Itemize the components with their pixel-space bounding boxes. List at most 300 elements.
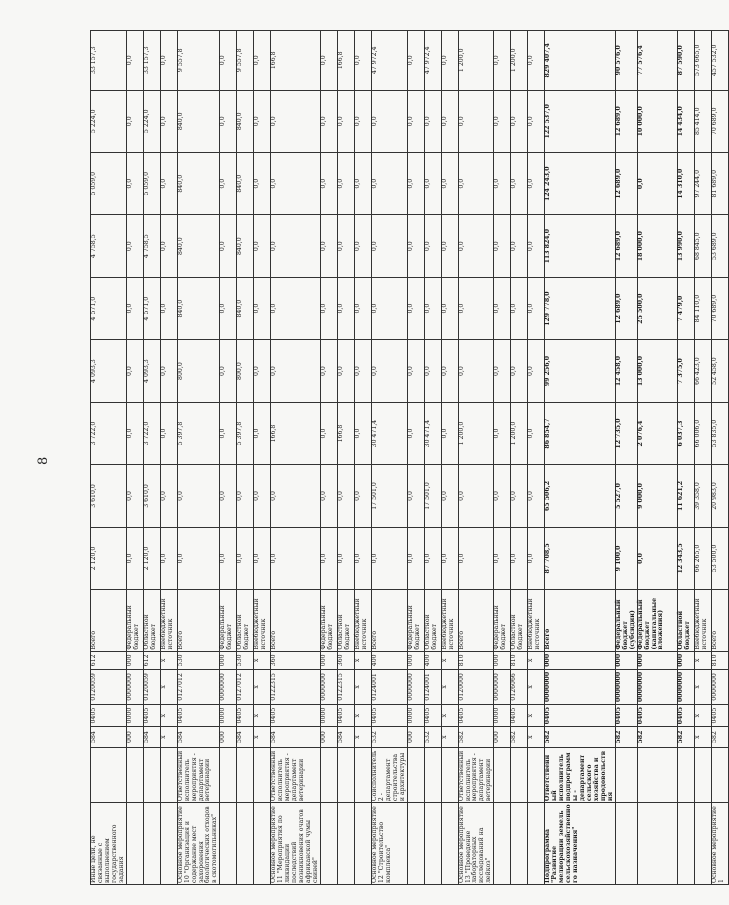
year-value-cell: 0,0 [254,340,271,402]
year-value-cell: 0,0 [407,90,424,152]
year-value-cell: 0,0 [458,152,494,214]
activity-name-cell [220,803,237,885]
funding-source-cell: Внебюджетный источник [160,590,177,651]
year-value-cell: 0,0 [177,527,220,589]
vr-code-cell: 400 [424,651,441,669]
vr-code-cell: 360 [271,651,321,669]
grbs-code-cell: 584 [177,727,220,747]
executor-cell [237,747,254,802]
year-value-cell: 1 200,0 [511,402,528,464]
activity-name-cell: Основное мероприятие 11 "Мероприятия по ликвидации последствий возникновения очагов африканской чумы свиней" [271,803,321,885]
year-value-cell: 4 758,5 [91,215,127,277]
year-value-cell: 0,0 [354,90,371,152]
funding-source-cell: Внебюджетный источник [441,590,458,651]
grbs-code-cell: 532 [371,727,407,747]
year-value-cell: 166,8 [337,402,354,464]
year-value-cell: 4 093,3 [143,340,160,402]
activity-name-cell [160,803,177,885]
year-value-cell: 4 571,0 [143,277,160,339]
table-row [528,31,545,885]
year-value-cell: 14 310,0 [677,152,694,214]
csr-code-cell: х [160,670,177,705]
year-value-cell: 0,0 [424,152,441,214]
year-value-cell: 70 689,0 [711,277,728,339]
year-value-cell: 0,0 [160,340,177,402]
funding-source-cell: Всего [91,590,127,651]
total-value-cell: 0,0 [160,31,177,91]
year-value-cell: 124 243,0 [545,152,615,214]
year-value-cell: 0,0 [407,340,424,402]
funding-source-cell: Всего [371,590,407,651]
year-value-cell: 0,0 [126,465,143,527]
year-value-cell: 0,0 [320,340,337,402]
year-value-cell: 2 120,0 [91,527,127,589]
year-value-cell: 0,0 [441,527,458,589]
csr-code-cell: 0124001 [371,670,407,705]
csr-code-cell: х [354,670,371,705]
year-value-cell: 0,0 [458,465,494,527]
year-value-cell: 0,0 [220,277,237,339]
rzpr-code-cell: 0000 [320,704,337,727]
csr-code-cell: 0000000 [677,670,694,705]
year-value-cell: 68 845,0 [694,215,711,277]
rzpr-code-cell: 0000 [407,704,424,727]
year-value-cell: 0,0 [237,527,254,589]
year-value-cell: 0,0 [407,527,424,589]
year-value-cell: 86 854,7 [545,402,615,464]
year-value-cell: 81 689,0 [711,152,728,214]
executor-cell [254,747,271,802]
table-row [354,31,371,885]
year-value-cell: 10 000,0 [637,90,677,152]
vr-code-cell: х [354,651,371,669]
activity-name-cell: Иные цели, не связанные с выполнением государственного задания [91,803,127,885]
year-value-cell: 0,0 [458,527,494,589]
funding-source-cell: Федеральный бюджет [407,590,424,651]
activity-name-cell [354,803,371,885]
table-row [615,31,637,885]
year-value-cell: 0,0 [220,402,237,464]
funding-source-cell: Всего [458,590,494,651]
year-value-cell: 0,0 [494,152,511,214]
year-value-cell: 0,0 [637,152,677,214]
year-value-cell: 0,0 [511,465,528,527]
year-value-cell: 84 110,0 [694,277,711,339]
table-row [424,31,441,885]
executor-cell [711,747,728,802]
table-row [511,31,528,885]
year-value-cell: 0,0 [441,465,458,527]
vr-code-cell: 000 [126,651,143,669]
table-row [254,31,271,885]
year-value-cell: 0,0 [254,277,271,339]
year-value-cell: 840,0 [177,90,220,152]
year-value-cell: 0,0 [160,152,177,214]
year-value-cell: 0,0 [424,340,441,402]
year-value-cell: 0,0 [160,527,177,589]
table-row [494,31,511,885]
vr-code-cell: 000 [220,651,237,669]
total-value-cell: 87 590,0 [677,31,694,91]
executor-cell: Соисполнитель 2 - департамент строительства и архитектуры [371,747,407,802]
grbs-code-cell: 582 [458,727,494,747]
year-value-cell: 0,0 [407,215,424,277]
grbs-code-cell: 000 [320,727,337,747]
funding-source-cell: Областной бюджет [424,590,441,651]
year-value-cell: 53 835,0 [711,402,728,464]
activity-name-cell: Основное мероприятие 13 "Проведение лабораторных исследований на лейкоз" [458,803,494,885]
grbs-code-cell: х [441,727,458,747]
funding-source-cell: Федеральный бюджет (капитальные вложения) [637,590,677,651]
grbs-code-cell: х [254,727,271,747]
year-value-cell: 12 689,0 [615,90,637,152]
funding-source-cell: Федеральный бюджет [494,590,511,651]
year-value-cell: 1 200,0 [458,402,494,464]
vr-code-cell: 530 [237,651,254,669]
executor-cell: Ответственный исполнитель подпрограммы - департамент сельского хозяйства и продовольствия [545,747,615,802]
executor-cell [694,747,711,802]
year-value-cell: 7 479,0 [677,277,694,339]
vr-code-cell: 400 [371,651,407,669]
vr-code-cell: 612 [91,651,127,669]
executor-cell [91,747,127,802]
year-value-cell: 0,0 [271,90,321,152]
rzpr-code-cell: 0405 [511,704,528,727]
year-value-cell: 4 571,0 [91,277,127,339]
year-value-cell: 0,0 [126,152,143,214]
activity-name-cell [494,803,511,885]
year-value-cell: 5 397,8 [177,402,220,464]
activity-name-cell: Основное мероприятие 1 [711,803,728,885]
csr-code-cell: 0124001 [424,670,441,705]
year-value-cell: 0,0 [441,340,458,402]
activity-name-cell: Основное мероприятие 12 "Строительство комплекса" [371,803,407,885]
year-value-cell: 85 414,0 [694,90,711,152]
rzpr-code-cell: 0405 [637,704,677,727]
executor-cell [424,747,441,802]
year-value-cell: 4 758,5 [143,215,160,277]
year-value-cell: 5 224,0 [91,90,127,152]
total-value-cell: 829 407,4 [545,31,615,91]
year-value-cell: 0,0 [271,465,321,527]
year-value-cell: 166,8 [271,402,321,464]
csr-code-cell: 0127012 [177,670,220,705]
csr-code-cell: 0000000 [615,670,637,705]
grbs-code-cell: 584 [271,727,321,747]
executor-cell [511,747,528,802]
year-value-cell: 3 722,0 [91,402,127,464]
table-row [337,31,354,885]
vr-code-cell: 000 [677,651,694,669]
year-value-cell: 0,0 [177,465,220,527]
grbs-code-cell: 000 [220,727,237,747]
year-value-cell: 0,0 [354,277,371,339]
table-row [694,31,711,885]
year-value-cell: 12 689,0 [615,152,637,214]
year-value-cell: 5 059,0 [143,152,160,214]
year-value-cell: 0,0 [407,152,424,214]
total-value-cell: 0,0 [354,31,371,91]
activity-name-cell [254,803,271,885]
year-value-cell: 122 537,0 [545,90,615,152]
csr-code-cell: 0127012 [237,670,254,705]
csr-code-cell: 0120059 [91,670,127,705]
funding-source-cell: Всего [545,590,615,651]
year-value-cell: 0,0 [320,215,337,277]
year-value-cell: 0,0 [126,277,143,339]
year-value-cell: 0,0 [337,465,354,527]
total-value-cell: 9 557,8 [177,31,220,91]
activity-name-cell [677,803,694,885]
activity-name-cell [337,803,354,885]
year-value-cell: 0,0 [424,527,441,589]
year-value-cell: 0,0 [441,152,458,214]
year-value-cell: 0,0 [354,402,371,464]
funding-source-cell: Всего [711,590,728,651]
executor-cell [528,747,545,802]
year-value-cell: 0,0 [511,215,528,277]
year-value-cell: 14 434,0 [677,90,694,152]
year-value-cell: 0,0 [407,277,424,339]
grbs-code-cell: х [694,727,711,747]
rzpr-code-cell: 0405 [177,704,220,727]
year-value-cell: 70 689,0 [711,90,728,152]
year-value-cell: 0,0 [271,340,321,402]
year-value-cell: 0,0 [126,402,143,464]
funding-source-cell: Областной бюджет [237,590,254,651]
year-value-cell: 11 621,2 [677,465,694,527]
year-value-cell: 0,0 [494,215,511,277]
year-value-cell: 840,0 [237,215,254,277]
grbs-code-cell: 000 [407,727,424,747]
year-value-cell: 0,0 [494,402,511,464]
vr-code-cell: 000 [494,651,511,669]
year-value-cell: 0,0 [528,340,545,402]
total-value-cell: 77 576,4 [637,31,677,91]
year-value-cell: 0,0 [528,402,545,464]
year-value-cell: 13 990,0 [677,215,694,277]
rzpr-code-cell: х [160,704,177,727]
csr-code-cell: х [441,670,458,705]
csr-code-cell: 0122315 [337,670,354,705]
total-value-cell: 0,0 [494,31,511,91]
year-value-cell: 0,0 [441,402,458,464]
vr-code-cell: х [441,651,458,669]
rzpr-code-cell: 0405 [91,704,127,727]
year-value-cell: 0,0 [160,90,177,152]
funding-source-cell: Внебюджетный источник [354,590,371,651]
executor-cell [354,747,371,802]
table-row [237,31,254,885]
rzpr-code-cell: 0405 [337,704,354,727]
year-value-cell: 65 506,2 [545,465,615,527]
vr-code-cell: 810 [711,651,728,669]
vr-code-cell: 360 [337,651,354,669]
activity-name-cell [424,803,441,885]
year-value-cell: 840,0 [177,277,220,339]
year-value-cell: 0,0 [220,152,237,214]
total-value-cell: 573 665,0 [694,31,711,91]
rzpr-code-cell: 0405 [271,704,321,727]
year-value-cell: 0,0 [320,527,337,589]
vr-code-cell: х [694,651,711,669]
year-value-cell: 0,0 [371,90,407,152]
executor-cell [637,747,677,802]
year-value-cell: 800,0 [237,340,254,402]
rzpr-code-cell: 0405 [371,704,407,727]
year-value-cell: 52 458,0 [711,340,728,402]
rzpr-code-cell: 0405 [237,704,254,727]
activity-name-cell [143,803,160,885]
activity-name-cell [528,803,545,885]
table-row [458,31,494,885]
rzpr-code-cell: х [254,704,271,727]
year-value-cell: 0,0 [424,215,441,277]
csr-code-cell: 0126066 [511,670,528,705]
executor-cell [160,747,177,802]
grbs-code-cell: 584 [91,727,127,747]
executor-cell [494,747,511,802]
year-value-cell: 0,0 [528,465,545,527]
year-value-cell: 5 527,0 [615,465,637,527]
activity-name-cell: Основное мероприятие 10 "Организация и содержание мест захоронения биологических отходов в скотомогильниках" [177,803,220,885]
funding-source-cell: Всего [177,590,220,651]
grbs-code-cell: 584 [143,727,160,747]
grbs-code-cell: х [160,727,177,747]
grbs-code-cell: х [354,727,371,747]
year-value-cell: 0,0 [271,152,321,214]
year-value-cell: 0,0 [220,340,237,402]
activity-name-cell: Подпрограмма "Развитие мелиорации земель сельскохозяйственного назначения" [545,803,615,885]
year-value-cell: 0,0 [220,215,237,277]
year-value-cell: 0,0 [407,465,424,527]
csr-code-cell: 0000000 [126,670,143,705]
table-row [271,31,321,885]
year-value-cell: 0,0 [354,527,371,589]
year-value-cell: 113 824,0 [545,215,615,277]
year-value-cell: 0,0 [528,215,545,277]
year-value-cell: 0,0 [511,527,528,589]
csr-code-cell: 0000000 [545,670,615,705]
year-value-cell: 0,0 [371,340,407,402]
activity-name-cell [441,803,458,885]
year-value-cell: 0,0 [354,215,371,277]
activity-name-cell [511,803,528,885]
total-value-cell: 0,0 [220,31,237,91]
year-value-cell: 0,0 [126,90,143,152]
table-row [545,31,615,885]
year-value-cell: 5 397,8 [237,402,254,464]
funding-source-cell: Внебюджетный источник [254,590,271,651]
year-value-cell: 0,0 [528,152,545,214]
year-value-cell: 0,0 [458,277,494,339]
year-value-cell: 0,0 [220,527,237,589]
rzpr-code-cell: 0405 [615,704,637,727]
year-value-cell: 0,0 [237,465,254,527]
grbs-code-cell: 582 [677,727,694,747]
year-value-cell: 0,0 [337,340,354,402]
year-value-cell: 0,0 [254,152,271,214]
year-value-cell: 0,0 [528,527,545,589]
year-value-cell: 4 093,3 [91,340,127,402]
executor-cell [337,747,354,802]
vr-code-cell: х [160,651,177,669]
grbs-code-cell: 584 [337,727,354,747]
activity-name-cell [126,803,143,885]
grbs-code-cell: 582 [545,727,615,747]
executor-cell [441,747,458,802]
year-value-cell: 3 610,0 [143,465,160,527]
year-value-cell: 0,0 [160,277,177,339]
year-value-cell: 0,0 [528,90,545,152]
year-value-cell: 0,0 [126,340,143,402]
grbs-code-cell: 000 [494,727,511,747]
year-value-cell: 0,0 [371,277,407,339]
year-value-cell: 0,0 [160,402,177,464]
table-row [160,31,177,885]
vr-code-cell: 612 [143,651,160,669]
year-value-cell: 97 244,0 [694,152,711,214]
year-value-cell: 0,0 [254,215,271,277]
year-value-cell: 800,0 [177,340,220,402]
year-value-cell: 0,0 [371,152,407,214]
year-value-cell: 0,0 [424,277,441,339]
year-value-cell: 0,0 [458,90,494,152]
csr-code-cell: 0000000 [494,670,511,705]
year-value-cell: 5 224,0 [143,90,160,152]
executor-cell [320,747,337,802]
year-value-cell: 12 458,0 [615,340,637,402]
year-value-cell: 17 501,0 [371,465,407,527]
year-value-cell: 0,0 [337,152,354,214]
grbs-code-cell: 000 [126,727,143,747]
year-value-cell: 0,0 [271,215,321,277]
csr-code-cell: 0000000 [711,670,728,705]
grbs-code-cell: 584 [237,727,254,747]
grbs-code-cell: 582 [511,727,528,747]
year-value-cell: 0,0 [511,152,528,214]
total-value-cell: 0,0 [126,31,143,91]
executor-cell [615,747,637,802]
year-value-cell: 3 610,0 [91,465,127,527]
total-value-cell: 47 972,4 [424,31,441,91]
csr-code-cell: х [528,670,545,705]
funding-source-cell: Областной бюджет [677,590,694,651]
rzpr-code-cell: 0000 [220,704,237,727]
table-row [220,31,237,885]
table-row [677,31,694,885]
year-value-cell: 0,0 [354,465,371,527]
year-value-cell: 0,0 [337,277,354,339]
executor-cell [126,747,143,802]
table-row [126,31,143,885]
vr-code-cell: 810 [511,651,528,669]
year-value-cell: 9 100,0 [615,527,637,589]
year-value-cell: 0,0 [528,277,545,339]
table-row [711,31,728,885]
year-value-cell: 0,0 [126,215,143,277]
total-value-cell: 0,0 [441,31,458,91]
year-value-cell: 0,0 [320,277,337,339]
year-value-cell: 6 037,3 [677,402,694,464]
year-value-cell: 25 500,0 [637,277,677,339]
funding-source-cell: Областной бюджет [337,590,354,651]
year-value-cell: 0,0 [220,90,237,152]
executor-cell [677,747,694,802]
grbs-code-cell: 532 [424,727,441,747]
year-value-cell: 0,0 [271,527,321,589]
year-value-cell: 5 059,0 [91,152,127,214]
